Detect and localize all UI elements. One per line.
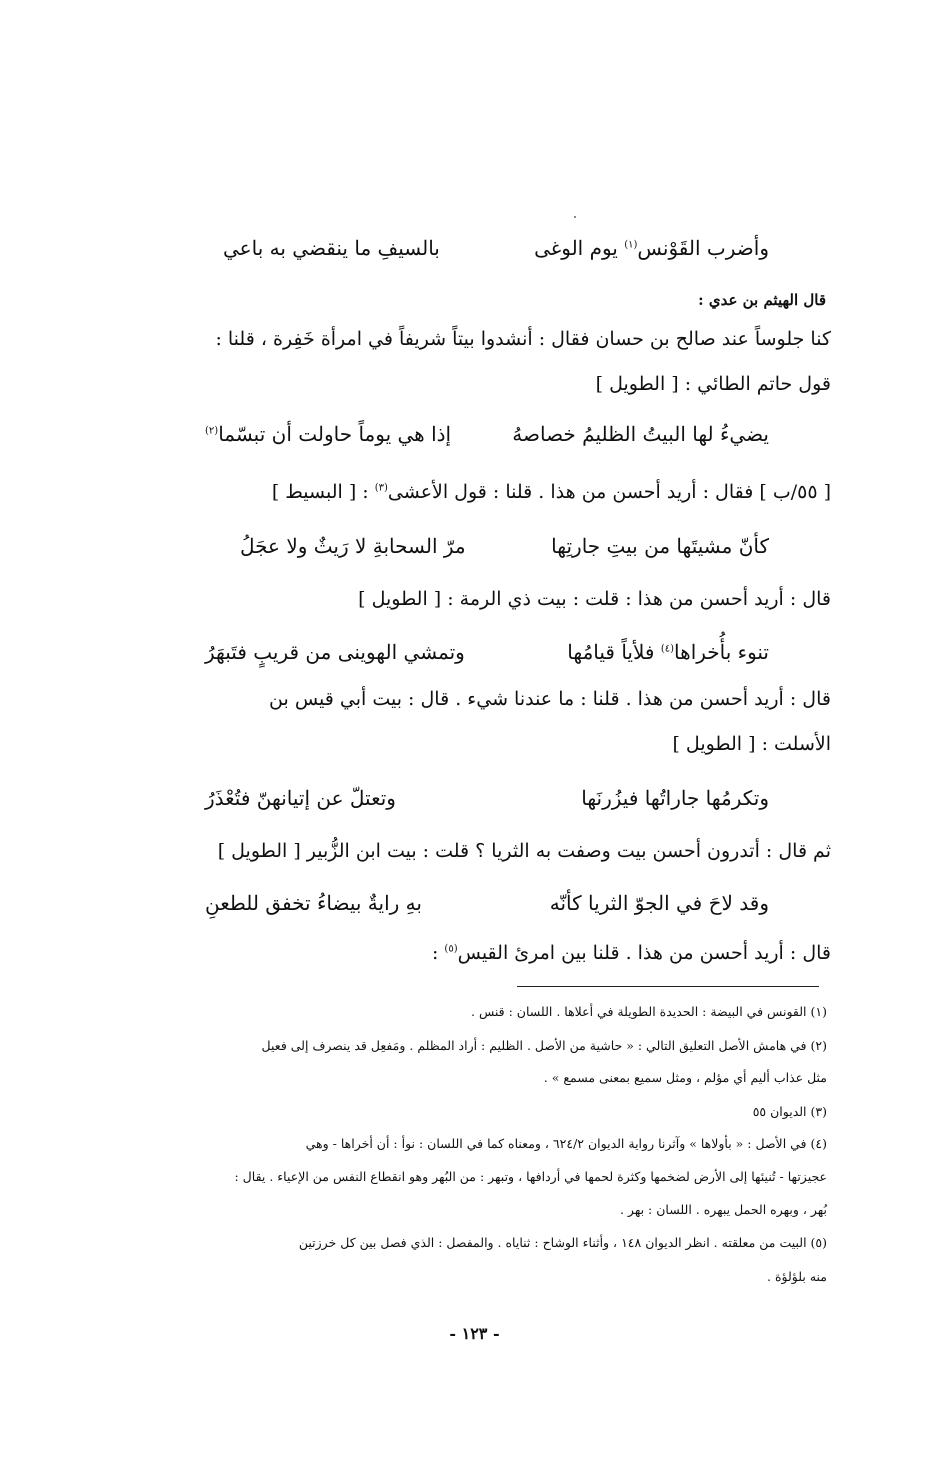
footnote-ref-3: (٣) [374, 482, 388, 494]
footnote-ref-5: (٥) [444, 943, 458, 955]
verse-1 [0, 238, 949, 268]
paragraph-4-line-1: قال : أريد أحسن من هذا . قلنا : ما عندنا شيء . قال : بيت أبي قيس بن [269, 688, 831, 710]
verse-3-second-hemistich: مرّ السحابةِ لا رَيثٌ ولا عجَلُ [240, 534, 466, 558]
verse-3-first-hemistich: كأنّ مشيتَها من بيتِ جارتِها [551, 534, 769, 558]
page-number: - ١٢٣ - [449, 1324, 500, 1343]
paragraph-6-end: : [431, 942, 445, 964]
paragraph-2 [135, 483, 831, 502]
paragraph-2-text: [ ٥٥/ب ] فقال : أريد أحسن من هذا . قلنا : قول الأعشى [387, 481, 831, 503]
verse-2 [0, 424, 949, 454]
verse-4-second-hemistich: وتمشي الهوينى من قريبٍ فتَبهَرُ [205, 640, 465, 664]
narrator-heading: قال الهيثم بن عدي : [698, 291, 826, 309]
verse-1-first-text-end: يوم الوغى [534, 236, 625, 260]
footnote-5-line-1: (٥) البيت من معلقته . انظر الديوان ١٤٨ ، وأثناء الوشاح : ثناياه . والمفصل : الذي فصل بين كل خرزتين [298, 1235, 827, 1250]
footnote-2-line-1: (٢) في هامش الأصل التعليق التالي : « حاشية من الأصل . الظليم : أراد المظلم . ومَفعِل قد ينصرف إلى فعيل [261, 1038, 827, 1053]
paragraph-1-line-1: كنا جلوساً عند صالح بن حسان فقال : أنشدوا بيتاً شريفاً في امرأة خَفِرة ، قلنا : [215, 328, 831, 350]
verse-6-first-hemistich: وقد لاحَ في الجوّ الثريا كأنّه [549, 891, 769, 915]
verse-1-first-text: وأضرب القَوْنس [637, 236, 769, 260]
verse-5-second-hemistich: وتعتلّ عن إتيانهنّ فتُعْذَرُ [205, 786, 396, 810]
footnote-4-line-1: (٤) في الأصل : « بأولاها » وآثرنا رواية الديوان ٦٢٤/٢ ، ومعناه كما في اللسان : نوأ : أن أخراها - وهي [305, 1136, 827, 1151]
footnote-1: (١) القونس في البيضة : الحديدة الطويلة في أعلاها . اللسان : قنس . [471, 1004, 827, 1019]
verse-1-second-hemistich: بالسيفِ ما ينقضي به باعي [223, 236, 440, 260]
verse-2-first-hemistich: يضيءُ لها البيتُ الظليمُ خصاصهُ [512, 422, 769, 446]
footnote-ref-4: (٤) [660, 643, 675, 655]
verse-4-first-text: تنوء بأُخراها [674, 640, 769, 664]
verse-4 [0, 642, 949, 672]
verse-6-second-hemistich: بهِ رايةٌ بيضاءُ تخفق للطعنِ [205, 891, 422, 915]
footnote-4-line-2: عجيزتها - تُنيئها إلى الأرض لضخمها وكثرة لحمها في أردافها ، وتبهر : من البُهر وهو انقطاع النفس من الإعياء . يقال : [234, 1169, 827, 1184]
verse-2-second-hemistich [205, 424, 451, 444]
verse-5 [0, 788, 949, 818]
verse-1-first-hemistich [534, 238, 769, 258]
paragraph-2-meter: : [ البسيط ] [271, 481, 375, 503]
paragraph-6-text: قال : أريد أحسن من هذا . قلنا بين امرئ القيس [457, 942, 831, 964]
paragraph-3: قال : أريد أحسن من هذا : قلت : بيت ذي الرمة : [ الطويل ] [358, 588, 831, 610]
footnote-separator [517, 986, 819, 987]
footnote-5-line-2: منه بلؤلؤة . [767, 1269, 827, 1284]
verse-6 [0, 893, 949, 923]
paragraph-5: ثم قال : أتدرون أحسن بيت وصفت به الثريا ؟ قلت : بيت ابن الزُّبير [ الطويل ] [217, 840, 831, 862]
footnote-3: (٣) الديوان ٥٥ [752, 1104, 827, 1119]
verse-3 [0, 536, 949, 566]
verse-4-first-hemistich [567, 642, 769, 662]
footnote-ref-1: (١) [624, 239, 638, 251]
verse-2-second-text: إذا هي يوماً حاولت أن تبسّما [218, 422, 452, 446]
paragraph-4-line-2: الأسلت : [ الطويل ] [672, 733, 831, 755]
verse-5-first-hemistich: وتكرمُها جاراتُها فيزُرنَها [581, 786, 769, 810]
footnote-ref-2: (٢) [205, 425, 219, 437]
print-speck [574, 216, 576, 218]
verse-4-first-text-end: فلأياً قيامُها [567, 640, 661, 664]
footnote-4-line-3: بُهر ، وبهره الحمل يبهره . اللسان : بهر . [619, 1202, 827, 1217]
paragraph-6 [135, 944, 831, 963]
paragraph-1-line-2: قول حاتم الطائي : [ الطويل ] [595, 373, 831, 395]
footnote-2-line-2: مثل عذاب أليم أي مؤلم ، ومثل سميع بمعنى مسمع » . [543, 1070, 827, 1085]
